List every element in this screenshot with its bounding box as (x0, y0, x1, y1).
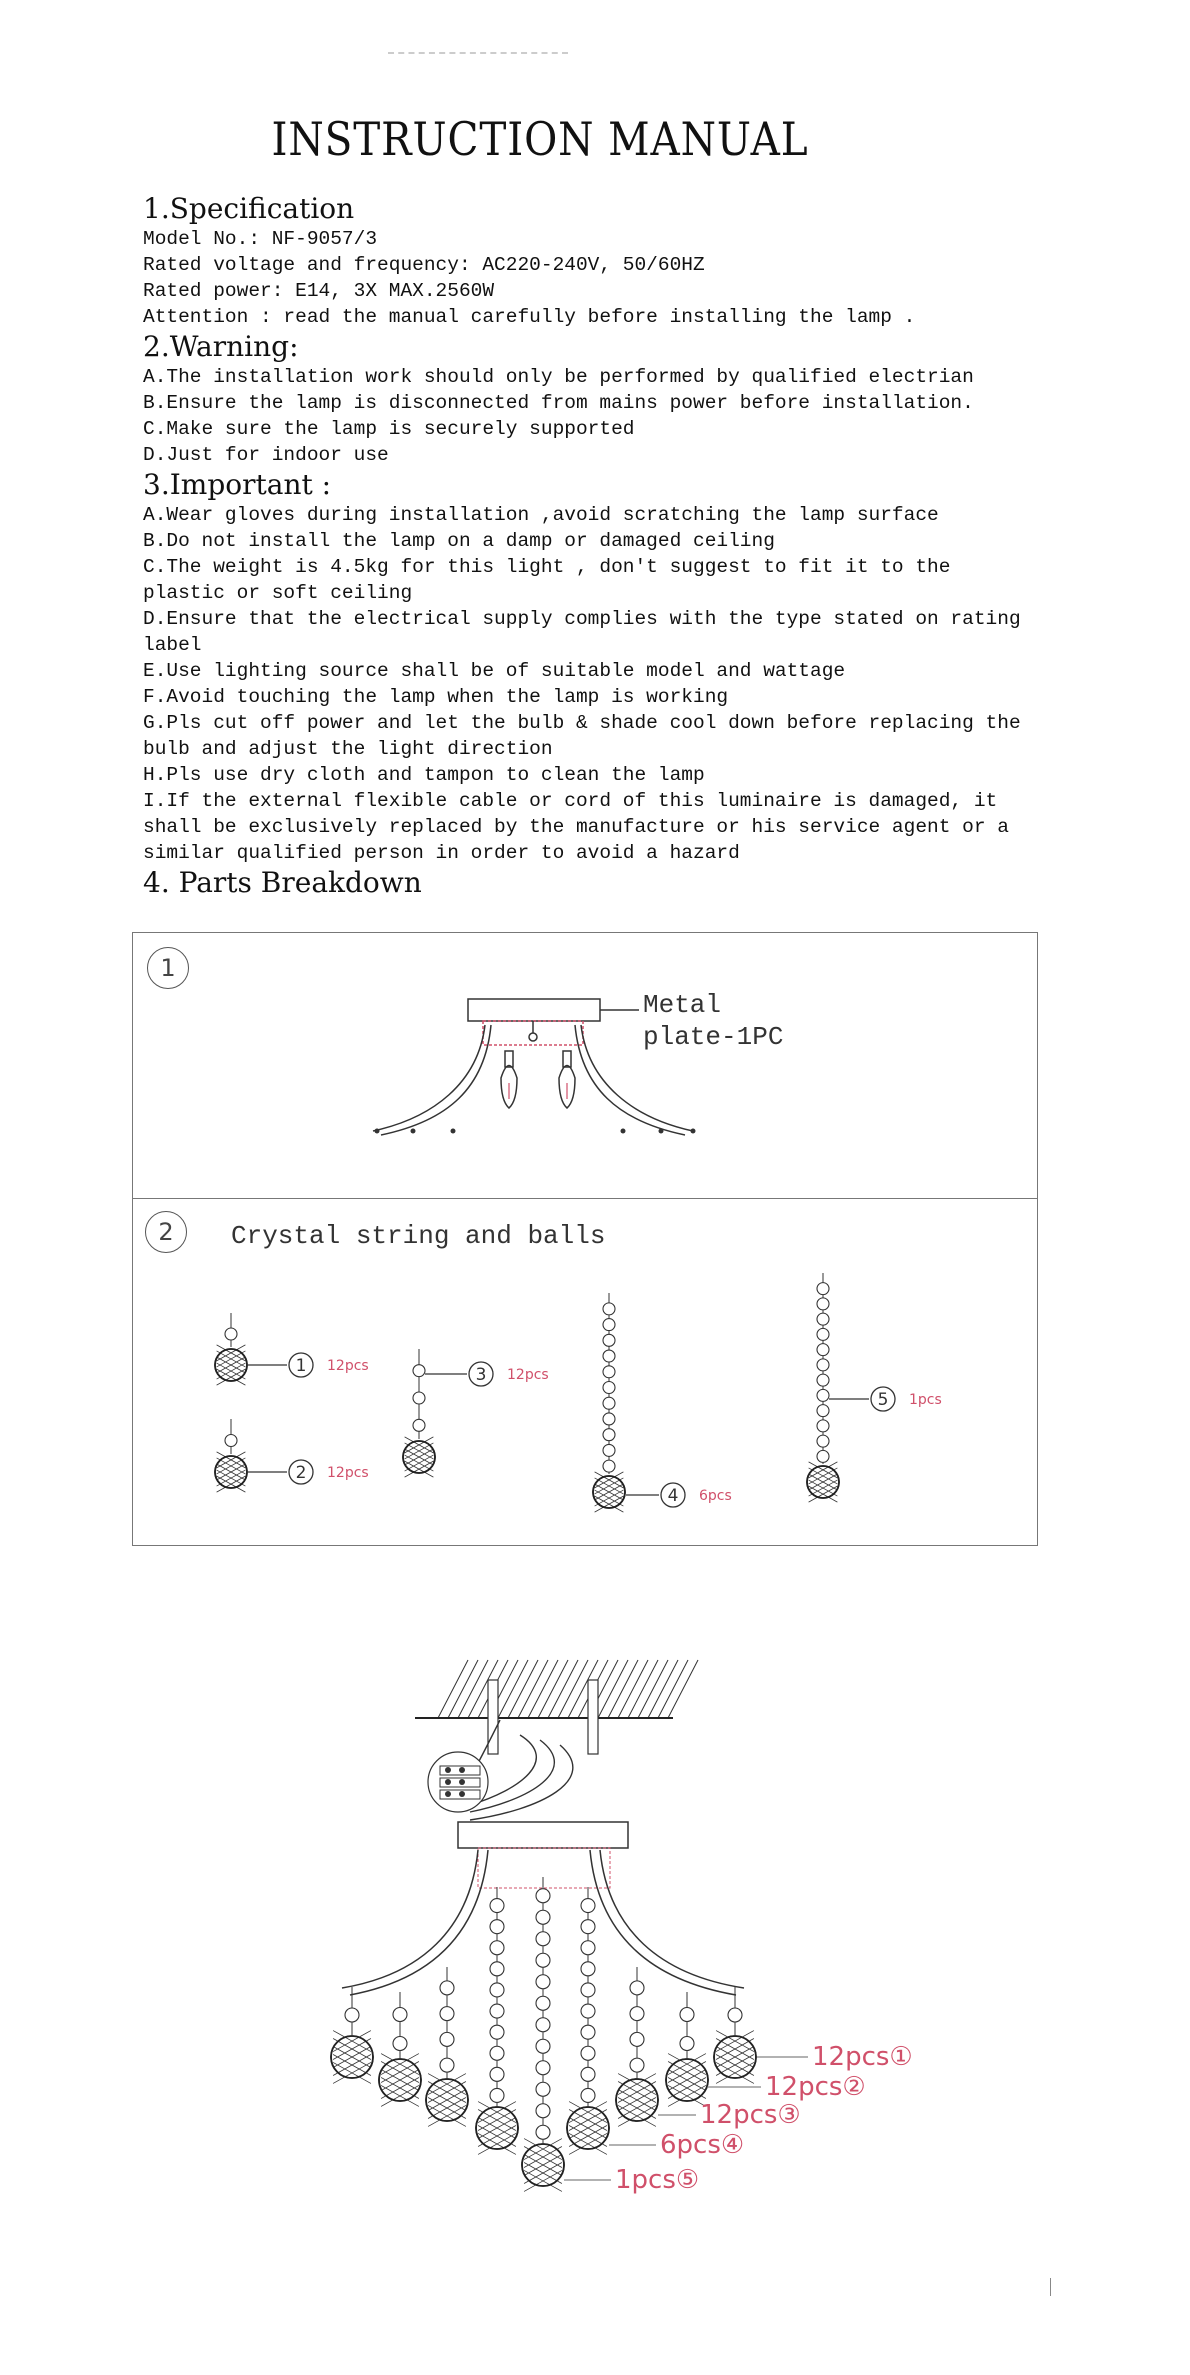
chain-bead (536, 2104, 550, 2118)
callout-label: 12pcs① (812, 2042, 913, 2072)
crystal-ball (331, 2031, 373, 2084)
parts-heading: 4. Parts Breakdown (143, 866, 422, 899)
chain-bead (536, 1953, 550, 1967)
callout-label: 6pcs④ (660, 2130, 745, 2160)
chain-bead (680, 2037, 694, 2051)
important-line: E.Use lighting source shall be of suitable model and wattage (143, 660, 846, 682)
chain-bead (536, 2039, 550, 2053)
important-line: H.Pls use dry cloth and tampon to clean the lamp (143, 764, 705, 786)
important-line: B.Do not install the lamp on a damp or damaged ceiling (143, 530, 775, 552)
chain-bead (536, 2018, 550, 2032)
chain-bead (630, 2058, 644, 2072)
item-number: 3 (475, 1365, 487, 1385)
chain-bead (581, 2088, 595, 2102)
chain-bead (440, 2007, 454, 2021)
crystal-ball (379, 2054, 421, 2107)
hanging-string (714, 1987, 756, 2083)
part1-label-line2: plate-1PC (643, 1022, 784, 1052)
important-line: D.Ensure that the electrical supply complies with the type stated on rating label (143, 608, 1021, 656)
chain-bead (581, 2025, 595, 2039)
chain-bead (581, 1899, 595, 1913)
ceiling-bolt (488, 1680, 498, 1754)
item-number: 5 (877, 1390, 889, 1410)
chain-bead (345, 2008, 359, 2022)
spec-line: Model No.: NF-9057/3 (143, 228, 378, 250)
hanging-string (666, 1992, 708, 2106)
chain-bead (581, 1941, 595, 1955)
important-line: F.Avoid touching the lamp when the lamp is working (143, 686, 729, 708)
spec-line: Rated power: E14, 3X MAX.2560W (143, 280, 495, 302)
chain-bead (536, 2125, 550, 2139)
crystal-ball (567, 2102, 609, 2155)
crystal-ball (714, 2031, 756, 2084)
chain-bead (393, 2008, 407, 2022)
chain-bead (490, 2067, 504, 2081)
warning-heading: 2.Warning: (143, 330, 299, 363)
item-number: 4 (667, 1486, 679, 1506)
warning-line: B.Ensure the lamp is disconnected from mains power before installation. (143, 392, 974, 414)
chain-bead (581, 2067, 595, 2081)
page-title: INSTRUCTION MANUAL (271, 112, 809, 166)
hanging-string (331, 1987, 373, 2083)
hanging-string (522, 1877, 564, 2191)
chain-bead (581, 2004, 595, 2018)
chain-bead (630, 2007, 644, 2021)
item-number: 1 (295, 1356, 307, 1376)
important-line: A.Wear gloves during installation ,avoid scratching the lamp surface (143, 504, 939, 526)
chain-bead (581, 1920, 595, 1934)
chain-bead (490, 1941, 504, 1955)
arm (590, 1850, 736, 1995)
chain-bead (536, 2082, 550, 2096)
chain-bead (581, 1983, 595, 1997)
chain-bead (680, 2008, 694, 2022)
chain-bead (728, 2008, 742, 2022)
spec-line: Rated voltage and frequency: AC220-240V, 50/60HZ (143, 254, 705, 276)
important-line: G.Pls cut off power and let the bulb & shade cool down before replacing the bulb and adjust the light direction (143, 712, 1021, 760)
chain-bead (490, 1962, 504, 1976)
item-qty: 12pcs (327, 1358, 369, 1374)
hanging-string (567, 1887, 609, 2154)
crystal-ball (522, 2139, 564, 2192)
chain-bead (440, 2058, 454, 2072)
arm (350, 1850, 488, 1995)
chain-bead (490, 2004, 504, 2018)
chain-bead (490, 2025, 504, 2039)
arm (342, 1850, 478, 1988)
crystal-ball (426, 2074, 468, 2127)
chain-bead (536, 2061, 550, 2075)
chain-bead (630, 1981, 644, 1995)
chain-bead (440, 2032, 454, 2046)
hanging-string (616, 1967, 658, 2126)
part1-label-line1: Metal (643, 990, 722, 1020)
spec-heading: 1.Specification (143, 192, 355, 225)
arm (600, 1850, 744, 1988)
chain-bead (490, 1920, 504, 1934)
ceiling-hatch (415, 1660, 698, 1718)
warning-line: A.The installation work should only be performed by qualified electrian (143, 366, 974, 388)
chain-bead (536, 1996, 550, 2010)
crystal-ball (476, 2102, 518, 2155)
chain-bead (490, 2088, 504, 2102)
chain-bead (536, 1910, 550, 1924)
callout-label: 12pcs② (765, 2072, 866, 2102)
item-number: 2 (295, 1463, 307, 1483)
ceiling-bolt (588, 1680, 598, 1754)
part2-title: Crystal string and balls (231, 1221, 606, 1251)
crystal-ball (616, 2074, 658, 2127)
chain-bead (536, 1932, 550, 1946)
metal-plate (458, 1822, 628, 1848)
chain-bead (581, 1962, 595, 1976)
spec-line: Attention : read the manual carefully before installing the lamp . (143, 306, 916, 328)
item-qty: 6pcs (699, 1488, 732, 1504)
important-heading: 3.Important : (143, 468, 332, 501)
crystal-ball (666, 2054, 708, 2107)
page-marker (1050, 2278, 1051, 2296)
chain-bead (536, 1889, 550, 1903)
warning-line: D.Just for indoor use (143, 444, 389, 466)
chain-bead (536, 1975, 550, 1989)
important-line: C.The weight is 4.5kg for this light , don't suggest to fit it to the plastic or soft ceiling (143, 556, 951, 604)
chain-bead (393, 2037, 407, 2051)
part2-number: 2 (145, 1211, 187, 1253)
callout-label: 12pcs③ (700, 2100, 801, 2130)
item-qty: 12pcs (327, 1465, 369, 1481)
hanging-string (426, 1967, 468, 2126)
warning-line: C.Make sure the lamp is securely supported (143, 418, 635, 440)
chain-bead (490, 1983, 504, 1997)
chain-bead (490, 1899, 504, 1913)
part1-number: 1 (147, 947, 189, 989)
chain-bead (630, 2032, 644, 2046)
callout-label: 1pcs⑤ (615, 2165, 700, 2195)
item-qty: 1pcs (909, 1392, 942, 1408)
chain-bead (581, 2046, 595, 2060)
hanging-string (379, 1992, 421, 2106)
chain-bead (490, 2046, 504, 2060)
assembly-group (331, 1660, 913, 2195)
important-line: I.If the external flexible cable or cord of this luminaire is damaged, it shall be exclusively replaced by the manufacture or his service agent or a similar qualified person in order to avoid a hazard (143, 790, 1009, 864)
item-qty: 12pcs (507, 1367, 549, 1383)
chain-bead (440, 1981, 454, 1995)
hanging-string (476, 1887, 518, 2154)
